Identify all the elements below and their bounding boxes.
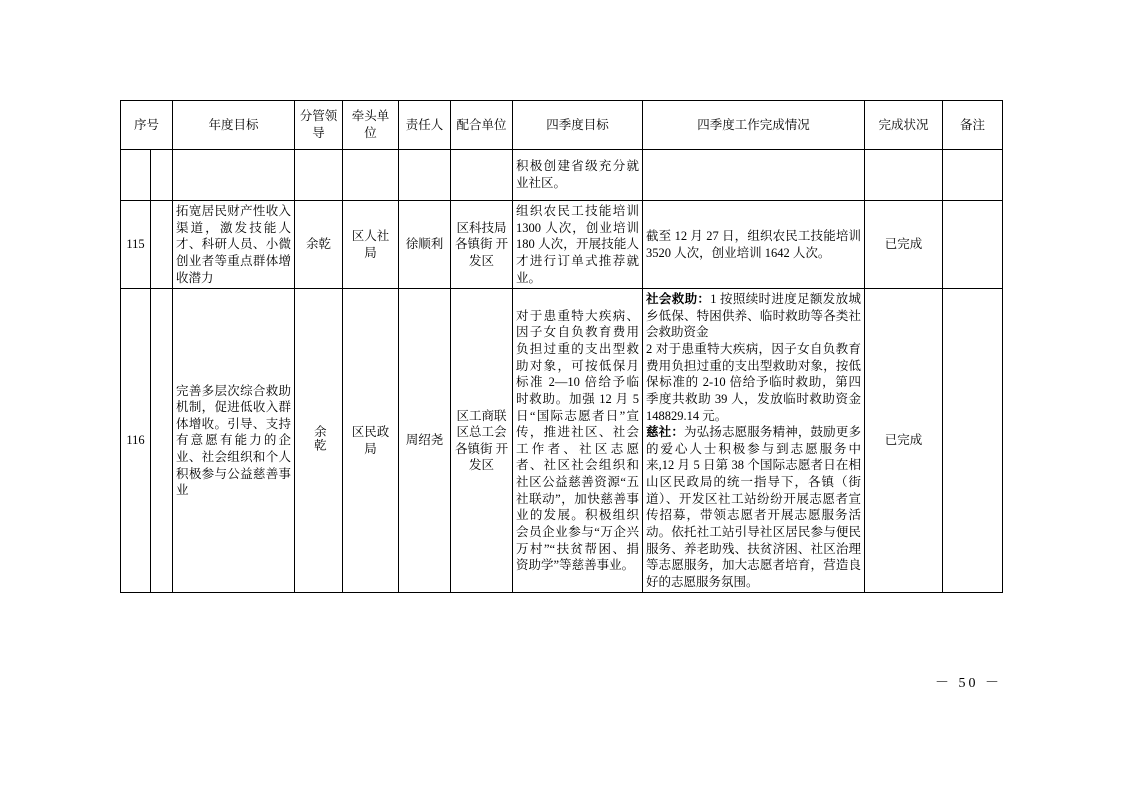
header-coop-unit-label: 配合单位 — [456, 117, 507, 132]
cell-q4-goal: 对于患重特大疾病、因子女自负教育费用负担过重的支出型救助对象，可按低保月标准 2—10 倍给予临时救助。加强 12 月 5 日“国际志愿者日”宣传，推进社区、社会工作者、社区志愿者、社区社会组织和社区公益慈善资源“五社联动”，加快慈善事业的发展。积极组织会员企业参与“万企兴万村”“扶贫帮困、捐资助学”等慈善事业。 — [513, 289, 643, 593]
progress-text: 为弘扬志愿服务精神，鼓励更多的爱心人士积极参与到志愿服务中来,12 月 5 日第 38 个国际志愿者日在相山区民政局的统一指导下，各镇（街道）、开发区社工站纷纷开展志愿者宣传招募，带领志愿者开展志愿服务活动。依托社工站引导社区居民参与便民服务、养老助残、扶贫济困、社区治理等志愿服务，加大志愿者培育，营造良好的志愿服务氛围。 — [646, 425, 862, 589]
table-row — [121, 289, 1003, 593]
cell-seq: 116 — [121, 289, 151, 593]
header-responsible-label: 责任人 — [405, 117, 444, 132]
cell-q4-goal: 积极创建省级充分就业社区。 — [513, 150, 643, 201]
header-annual-goal — [173, 101, 295, 150]
header-remark-label: 备注 — [960, 117, 986, 132]
progress-paragraph — [646, 341, 861, 424]
header-q4-progress-label: 四季度工作完成情况 — [697, 117, 810, 132]
progress-paragraph — [646, 424, 861, 590]
header-seq — [121, 101, 173, 150]
table-header-row — [121, 101, 1003, 150]
cell-lead-unit: 区人社局 — [343, 201, 399, 289]
header-lead-unit — [343, 101, 399, 150]
header-responsible — [399, 101, 451, 150]
cell-q4-goal: 组织农民工技能培训 1300 人次，创业培训 180 人次，开展技能人才进行订单式推荐就业。 — [513, 201, 643, 289]
cell-q4-progress — [643, 150, 865, 201]
cell-responsible: 周绍尧 — [399, 289, 451, 593]
cell-leader — [295, 150, 343, 201]
header-annual-goal-label: 年度目标 — [208, 117, 259, 132]
cell-q4-progress — [643, 289, 865, 593]
annual-goal-table — [120, 100, 1003, 593]
cell-coop-unit — [451, 150, 513, 201]
header-status — [865, 101, 943, 150]
cell-remark — [943, 150, 1003, 201]
cell-leader: 余乾 — [295, 289, 343, 593]
cell-seq-pad — [151, 289, 173, 593]
cell-seq: 115 — [121, 201, 151, 289]
cell-coop-unit: 区科技局 各镇街 开发区 — [451, 201, 513, 289]
cell-lead-unit — [343, 150, 399, 201]
header-remark — [943, 101, 1003, 150]
cell-annual-goal: 完善多层次综合救助机制，促进低收入群体增收。引导、支持有意愿有能力的企业、社会组织和个人积极参与公益慈善事业 — [173, 289, 295, 593]
page-number: － 50 － — [935, 676, 1002, 691]
header-coop-unit — [451, 101, 513, 150]
progress-text: 2 对于患重特大疾病，因子女自负教育费用负担过重的支出型救助对象，按低保标准的 2-10 倍给予临时救助，第四季度共救助 39 人，发放临时救助资金 148829.14 元。 — [646, 342, 862, 423]
cell-seq-pad — [151, 150, 173, 201]
header-status-label: 完成状况 — [878, 117, 929, 132]
header-q4-goal — [513, 101, 643, 150]
header-lead-unit-label: 牵头单位 — [351, 109, 390, 140]
cell-status — [865, 201, 943, 289]
table-row — [121, 150, 1003, 201]
header-seq-label: 序号 — [134, 117, 160, 132]
status-badge: 已完成 — [884, 237, 923, 252]
header-q4-progress — [643, 101, 865, 150]
status-badge: 已完成 — [884, 433, 923, 448]
cell-status — [865, 150, 943, 201]
cell-seq — [121, 150, 151, 201]
header-q4-goal-label: 四季度目标 — [546, 117, 609, 132]
cell-remark — [943, 289, 1003, 593]
cell-coop-unit: 区工商联 区总工会 各镇街 开发区 — [451, 289, 513, 593]
table-row — [121, 201, 1003, 289]
cell-seq-pad — [151, 201, 173, 289]
cell-annual-goal: 拓宽居民财产性收入渠道，激发技能人才、科研人员、小微创业者等重点群体增收潜力 — [173, 201, 295, 289]
progress-label: 慈社： — [646, 425, 684, 440]
cell-remark — [943, 201, 1003, 289]
progress-text: 1 按照续时进度足额发放城乡低保、特困供养、临时救助等各类社会救助资金 — [646, 292, 862, 340]
cell-lead-unit: 区民政局 — [343, 289, 399, 593]
header-leader-label: 分管领导 — [299, 109, 338, 140]
progress-paragraph — [646, 291, 861, 341]
cell-responsible — [399, 150, 451, 201]
cell-status — [865, 289, 943, 593]
header-leader — [295, 101, 343, 150]
cell-responsible: 徐顺利 — [399, 201, 451, 289]
progress-label: 社会救助： — [646, 292, 711, 307]
cell-annual-goal — [173, 150, 295, 201]
cell-leader: 余乾 — [295, 201, 343, 289]
cell-q4-progress: 截至 12 月 27 日，组织农民工技能培训 3520 人次，创业培训 1642 人次。 — [643, 201, 865, 289]
